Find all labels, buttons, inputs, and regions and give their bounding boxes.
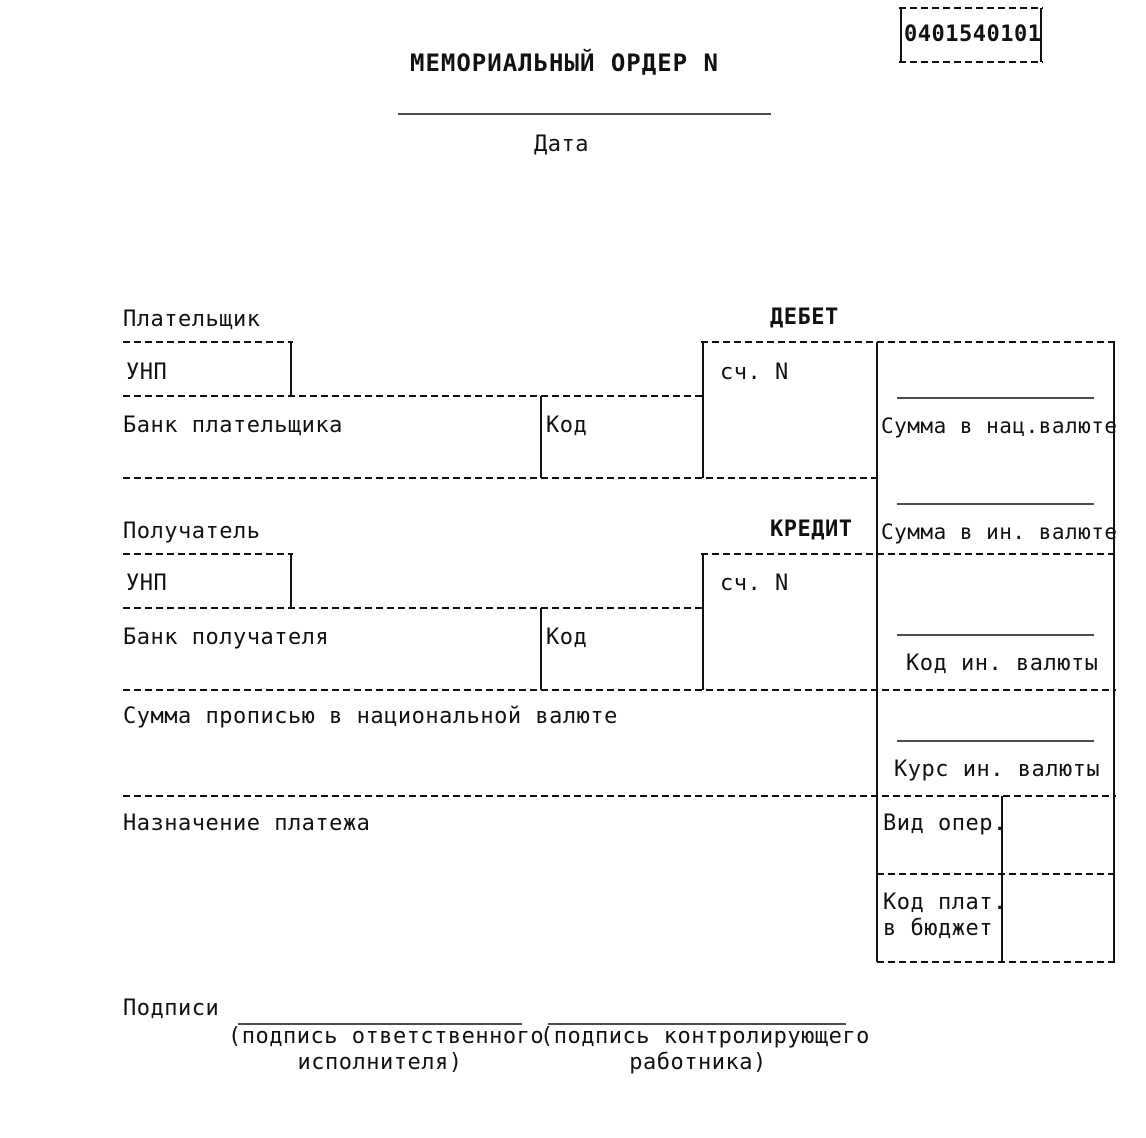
page-title: МЕМОРИАЛЬНЫЙ ОРДЕР N	[410, 49, 719, 77]
amount-foreign-label: Сумма в ин. валюте	[881, 520, 1118, 544]
amount-in-words-label: Сумма прописью в национальной валюте	[123, 704, 618, 729]
foreign-currency-rate-label: Курс ин. валюты	[894, 757, 1101, 782]
debit-account-label: сч. N	[720, 360, 789, 385]
signatures-label: Подписи	[123, 996, 220, 1021]
signature-responsible-line1: (подпись ответственного	[228, 1024, 545, 1049]
budget-code-label-line2: в бюджет	[883, 916, 993, 941]
payer-bank-code-label: Код	[546, 413, 588, 438]
debit-label: ДЕБЕТ	[770, 305, 839, 330]
credit-label: КРЕДИТ	[770, 517, 853, 542]
recipient-unp-label: УНП	[126, 571, 168, 596]
budget-code-label-line1: Код плат.	[883, 890, 1007, 915]
signature-controller-line2: работника)	[629, 1050, 767, 1075]
signature-responsible-line2: исполнителя)	[297, 1050, 463, 1075]
amount-national-label: Сумма в нац.валюте	[881, 414, 1118, 438]
form-code: 0401540101	[904, 22, 1042, 47]
payer-unp-label: УНП	[126, 360, 168, 385]
credit-account-label: сч. N	[720, 571, 789, 596]
payer-label: Плательщик	[123, 307, 261, 332]
payment-purpose-label: Назначение платежа	[123, 811, 371, 836]
signature-controller-line1: (подпись контролирующего	[540, 1024, 870, 1049]
recipient-bank-label: Банк получателя	[123, 625, 330, 650]
payer-bank-label: Банк плательщика	[123, 413, 343, 438]
recipient-label: Получатель	[123, 519, 261, 544]
date-label: Дата	[534, 132, 589, 157]
recipient-bank-code-label: Код	[546, 625, 588, 650]
operation-type-label: Вид опер.	[883, 811, 1007, 836]
foreign-currency-code-label: Код ин. валюты	[906, 651, 1099, 676]
